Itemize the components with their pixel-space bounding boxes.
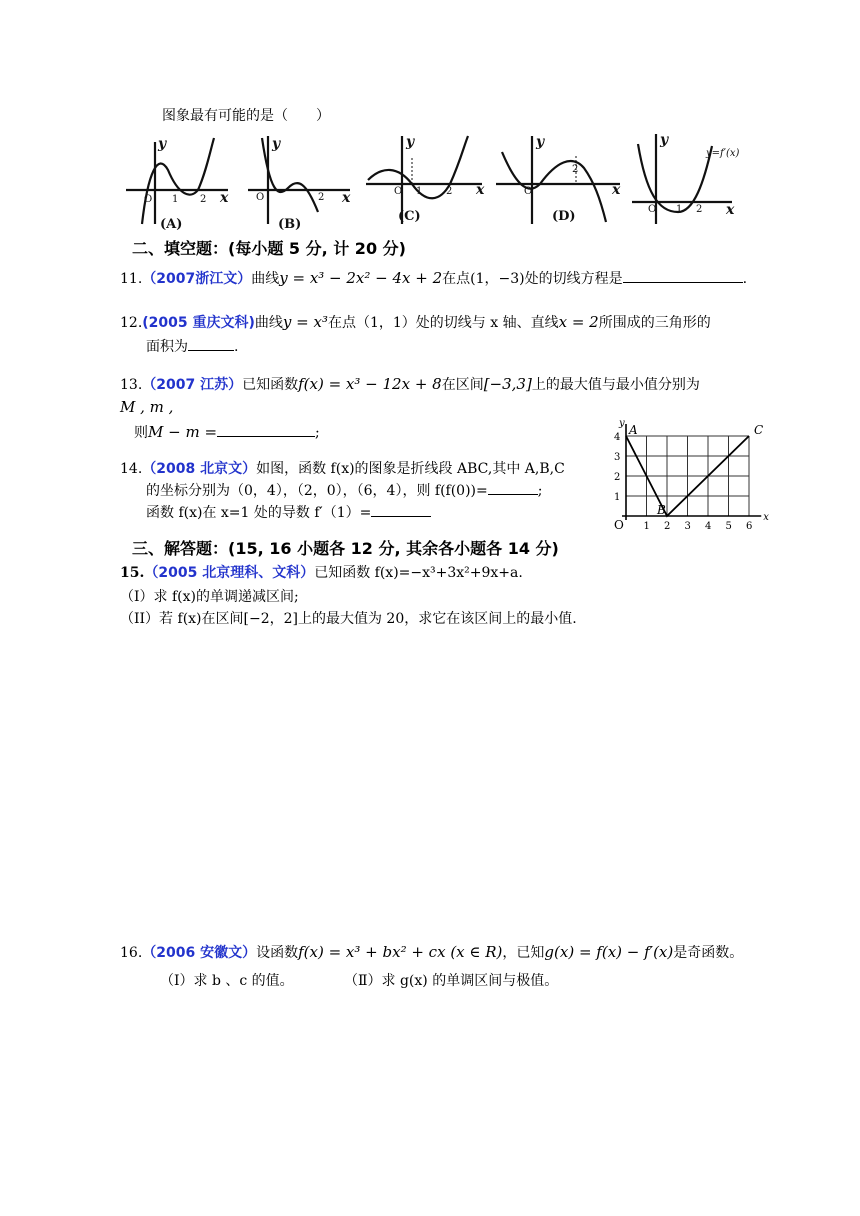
graph-c-tick-2: 2	[446, 186, 453, 197]
graph-b-tick-2: 2	[318, 192, 325, 203]
q16-formula-1: f(x) = x³ + bx² + cx (x ∈ R)	[298, 943, 503, 961]
q11-end: .	[742, 271, 748, 287]
q13-diff: M − m =	[148, 423, 218, 441]
q11-answer-blank[interactable]	[623, 268, 743, 283]
section-heading-fill-in: 二、填空题：(每小题 5 分, 计 20 分)	[132, 239, 406, 258]
q11-pre: 曲线	[251, 271, 280, 287]
q14-line2-end: ;	[537, 483, 543, 499]
q12-mid: 在点（1，1）处的切线与 x 轴、直线	[327, 315, 559, 331]
q12-number: 12.	[120, 315, 143, 331]
q14-line1: 如图，函数 f(x)的图象是折线段 ABC,其中 A,B,C	[256, 461, 565, 477]
graph-d-y-label: y	[536, 134, 545, 150]
y-axis-label: y	[619, 418, 625, 429]
q16-post: 是奇函数。	[673, 945, 744, 961]
graph-fprime-label: y=f′(x)	[706, 148, 740, 159]
x-tick-1: 1	[643, 521, 650, 532]
q13-mid: 在区间	[441, 377, 484, 393]
question-16	[120, 942, 743, 962]
graph-fprime-origin: O	[648, 204, 657, 215]
x-tick-3: 3	[684, 521, 691, 532]
q14-line2: 的坐标分别为（0，4），（2，0），（6，4），则 f(f(0))=	[146, 483, 488, 499]
q13-source: （2007 江苏）	[142, 377, 243, 393]
x-tick-5: 5	[725, 521, 732, 532]
q13-end: ;	[315, 425, 320, 441]
q14-answer-blank-2[interactable]	[371, 502, 431, 517]
graph-a-x-label: x	[220, 190, 229, 206]
graph-b-curve	[262, 138, 318, 212]
question-14-line-2	[146, 480, 542, 500]
x-tick-4: 4	[705, 521, 712, 532]
q11-number: 11.	[120, 271, 143, 287]
q13-post: 上的最大值与最小值分别为	[531, 377, 700, 393]
q15-source: （2005 北京理科、文科）	[144, 565, 315, 581]
q14-answer-blank-1[interactable]	[488, 480, 538, 495]
x-tick-6: 6	[746, 521, 753, 532]
y-tick-1: 1	[614, 492, 621, 503]
y-tick-3: 3	[614, 452, 621, 463]
x-tick-O: O	[614, 518, 624, 532]
q16-part2: （Ⅱ）求 g(x) 的单调区间与极值。	[344, 973, 559, 989]
option-a-label: (A)	[160, 217, 183, 232]
q12-source: (2005 重庆文科)	[142, 315, 255, 331]
q12-line2: 面积为	[146, 339, 188, 355]
q15-number: 15.	[120, 565, 145, 581]
graph-fprime-tick-1: 1	[676, 204, 683, 215]
question-12	[120, 312, 711, 332]
x-axis-label: x	[763, 512, 769, 523]
question-14-line-3	[146, 502, 431, 522]
graph-fprime-tick-2: 2	[696, 204, 703, 215]
q16-number: 16.	[120, 945, 143, 961]
graph-a-curve	[142, 138, 214, 224]
graph-c-tick-1: 1	[416, 186, 423, 197]
q13-vars: M , m ,	[120, 398, 174, 416]
y-tick-4: 4	[614, 432, 621, 443]
question-14	[120, 458, 565, 478]
q12-answer-blank[interactable]	[188, 336, 234, 351]
x-tick-2: 2	[664, 521, 671, 532]
q12-end: .	[234, 339, 239, 355]
graph-d-tick-2: 2	[572, 164, 579, 175]
q14-number: 14.	[120, 461, 143, 477]
q13-number: 13.	[120, 377, 143, 393]
q16-source: （2006 安徽文）	[142, 945, 257, 961]
section-heading-solutions: 三、解答题：(15, 16 小题各 12 分, 其余各小题各 14 分)	[132, 539, 559, 558]
graph-b-origin: O	[256, 192, 265, 203]
q11-post: 在点(1，−3)处的切线方程是	[442, 271, 623, 287]
graph-a-tick-2: 2	[200, 194, 207, 205]
graph-c-origin: O	[394, 186, 403, 197]
point-label-B: B	[657, 503, 666, 517]
graph-c-x-label: x	[476, 182, 485, 198]
question-13	[120, 374, 700, 394]
option-d-label: (D)	[552, 209, 576, 224]
graph-fprime-x-label: x	[726, 202, 735, 218]
q13-pre: 已知函数	[242, 377, 299, 393]
q11-source: （2007浙江文）	[142, 271, 252, 287]
point-label-A: A	[629, 423, 638, 437]
option-c-label: (C)	[398, 209, 421, 224]
q16-mid: ，已知	[502, 945, 545, 961]
graph-c-y-label: y	[406, 134, 415, 150]
question-12-line-2	[146, 336, 238, 356]
q13-interval: [−3,3]	[483, 375, 532, 393]
q10-tail: 图象最有可能的是（ ）	[162, 108, 330, 124]
graph-a-y-label: y	[158, 136, 167, 152]
q14-line3: 函数 f(x)在 x=1 处的导数 f′（1）=	[146, 505, 372, 521]
q16-pre: 设函数	[256, 945, 299, 961]
q13-formula: f(x) = x³ − 12x + 8	[298, 375, 442, 393]
graph-d-x-label: x	[612, 182, 621, 198]
graph-b-y-label: y	[272, 136, 281, 152]
question-15	[120, 562, 523, 582]
q14-source: （2008 北京文）	[142, 461, 257, 477]
point-label-C: C	[754, 423, 764, 437]
q15-part1: （I）求 f(x)的单调递减区间;	[120, 589, 299, 605]
graph-a-tick-1: 1	[172, 194, 179, 205]
q13-answer-blank[interactable]	[217, 422, 315, 437]
question-13-line-3	[134, 422, 320, 442]
q12-formula-2: x = 2	[558, 313, 599, 331]
q16-formula-2: g(x) = f(x) − f′(x)	[544, 943, 674, 961]
q11-formula: y = x³ − 2x² − 4x + 2	[279, 269, 443, 287]
graph-a-origin: O	[144, 194, 153, 205]
q12-post: 所围成的三角形的	[598, 315, 711, 331]
option-b-label: (B)	[278, 217, 302, 232]
q13-line3: 则	[134, 425, 148, 441]
graph-fprime-y-label: y	[660, 132, 669, 148]
q14-graph	[604, 410, 780, 532]
y-tick-2: 2	[614, 472, 621, 483]
q16-part1: （Ⅰ）求 b 、c 的值。	[160, 973, 294, 989]
graph-d-origin: O	[524, 186, 533, 197]
graph-b-x-label: x	[342, 190, 351, 206]
q15-part2: （II）若 f(x)在区间[−2，2]上的最大值为 20，求它在该区间上的最小值.	[120, 611, 577, 627]
q12-pre: 曲线	[254, 315, 283, 331]
option-graphs	[120, 132, 760, 232]
q15-stem: 已知函数 f(x)=−x³+3x²+9x+a.	[314, 565, 523, 581]
q12-formula-1: y = x³	[282, 313, 328, 331]
question-11	[120, 268, 747, 288]
